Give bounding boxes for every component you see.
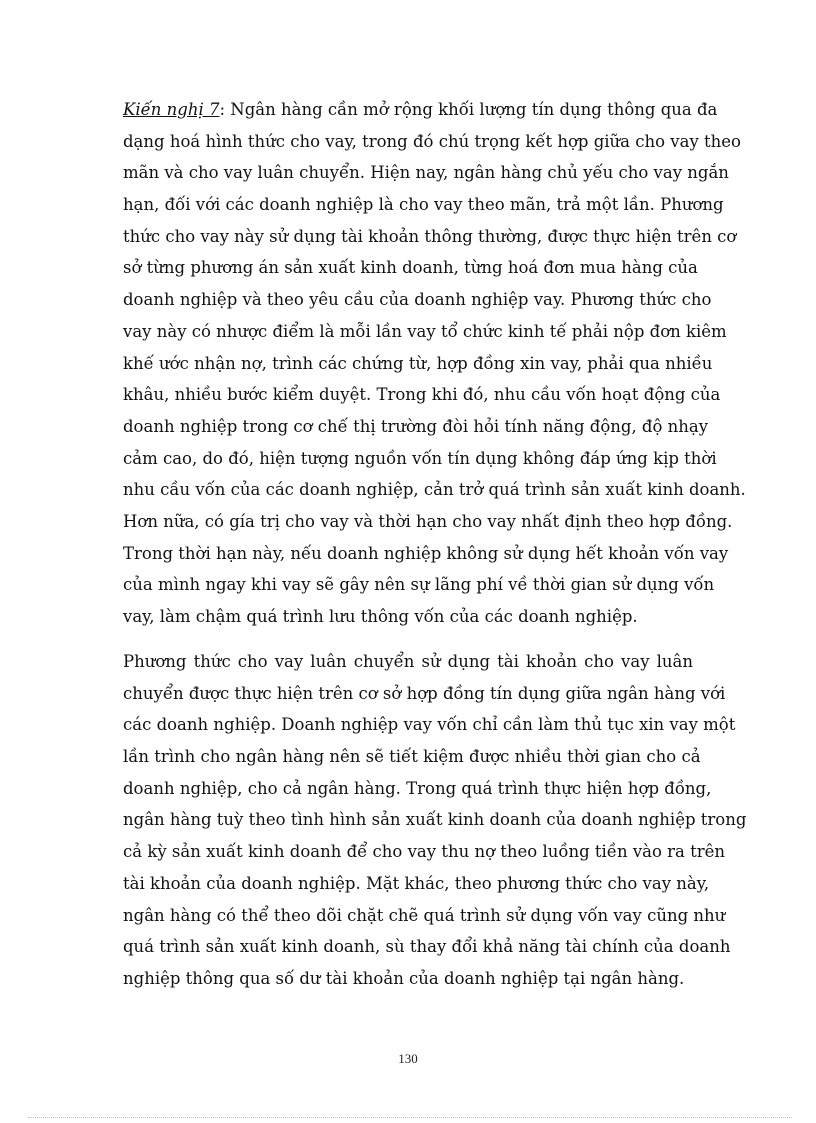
page-bottom-border [28, 1117, 792, 1118]
paragraph-line: ngân hàng tuỳ theo tình hình sản xuất kinh doanh của doanh nghiệp trong [123, 810, 747, 830]
recommendation-heading: Kiến nghị 7 [123, 100, 220, 119]
paragraph-line: nghiệp thông qua số dư tài khoản của doanh nghiệp tại ngân hàng. [123, 968, 685, 988]
paragraph-line: nhu cầu vốn của các doanh nghiệp, cản trở quá trình sản xuất kinh doanh. [123, 480, 746, 500]
paragraph-line: thức cho vay này sử dụng tài khoản thông thường, được thực hiện trên cơ [123, 226, 737, 246]
paragraph-line: doanh nghiệp trong cơ chế thị trường đòi hỏi tính năng động, độ nhạy [123, 416, 709, 436]
paragraph-line: Trong thời hạn này, nếu doanh nghiệp không sử dụng hết khoản vốn vay [123, 543, 729, 563]
paragraph-line: của mình ngay khi vay sẽ gây nên sự lãng phí về thời gian sử dụng vốn [123, 575, 715, 595]
paragraph-line-text: Ngân hàng cần mở rộng khối lượng tín dụng thông qua đa [225, 100, 718, 119]
page-number: 130 [398, 1051, 418, 1066]
heading-colon: : [219, 100, 226, 119]
paragraph-line: vay này có nhược điểm là mỗi lần vay tổ chức kinh tế phải nộp đơn kiêm [123, 321, 727, 341]
paragraph-line: Hơn nữa, có gía trị cho vay và thời hạn cho vay nhất định theo hợp đồng. [123, 511, 733, 531]
paragraph-line: doanh nghiệp, cho cả ngân hàng. Trong quá trình thực hiện hợp đồng, [123, 778, 712, 798]
paragraph-line: khế ước nhận nợ, trình các chứng từ, hợp đồng xin vay, phải qua nhiều [123, 353, 713, 373]
paragraph-line: dạng hoá hình thức cho vay, trong đó chú trọng kết hợp giữa cho vay theo [123, 131, 741, 151]
paragraph-line: khâu, nhiều bước kiểm duyệt. Trong khi đó, nhu cầu vốn hoạt động của [123, 385, 721, 405]
paragraph-line: hạn, đối với các doanh nghiệp là cho vay theo mãn, trả một lần. Phương [123, 195, 724, 215]
paragraph-line: ngân hàng có thể theo dõi chặt chẽ quá trình sử dụng vốn vay cũng như [123, 905, 726, 925]
paragraph-line: Phương thức cho vay luân chuyển sử dụng tài khoản cho vay luân [123, 652, 693, 671]
paragraph-line: chuyển được thực hiện trên cơ sở hợp đồng tín dụng giữa ngân hàng với [123, 683, 726, 703]
paragraph-line [123, 94, 718, 126]
paragraph-line: sở từng phương án sản xuất kinh doanh, từng hoá đơn mua hàng của [123, 258, 698, 278]
paragraph-line: mãn và cho vay luân chuyển. Hiện nay, ngân hàng chủ yếu cho vay ngắn [123, 163, 729, 183]
paragraph-line: cảm cao, do đó, hiện tượng nguồn vốn tín dụng không đáp ứng kịp thời [123, 448, 717, 468]
paragraph-line: lần trình cho ngân hàng nên sẽ tiết kiệm được nhiều thời gian cho cả [123, 747, 701, 767]
paragraph-line: vay, làm chậm quá trình lưu thông vốn của các doanh nghiệp. [123, 607, 638, 626]
paragraph-revolving-loan [123, 646, 747, 995]
paragraph-line: quá trình sản xuất kinh doanh, sù thay đổi khả năng tài chính của doanh [123, 937, 731, 957]
paragraph-line: doanh nghiệp và theo yêu cầu của doanh nghiệp vay. Phương thức cho [123, 290, 712, 310]
paragraph-recommendation-7 [123, 94, 746, 633]
paragraph-line: cả kỳ sản xuất kinh doanh để cho vay thu nợ theo luồng tiền vào ra trên [123, 842, 726, 862]
paragraph-line: các doanh nghiệp. Doanh nghiệp vay vốn chỉ cần làm thủ tục xin vay một [123, 715, 736, 735]
paragraph-line: tài khoản của doanh nghiệp. Mặt khác, theo phương thức cho vay này, [123, 873, 710, 893]
